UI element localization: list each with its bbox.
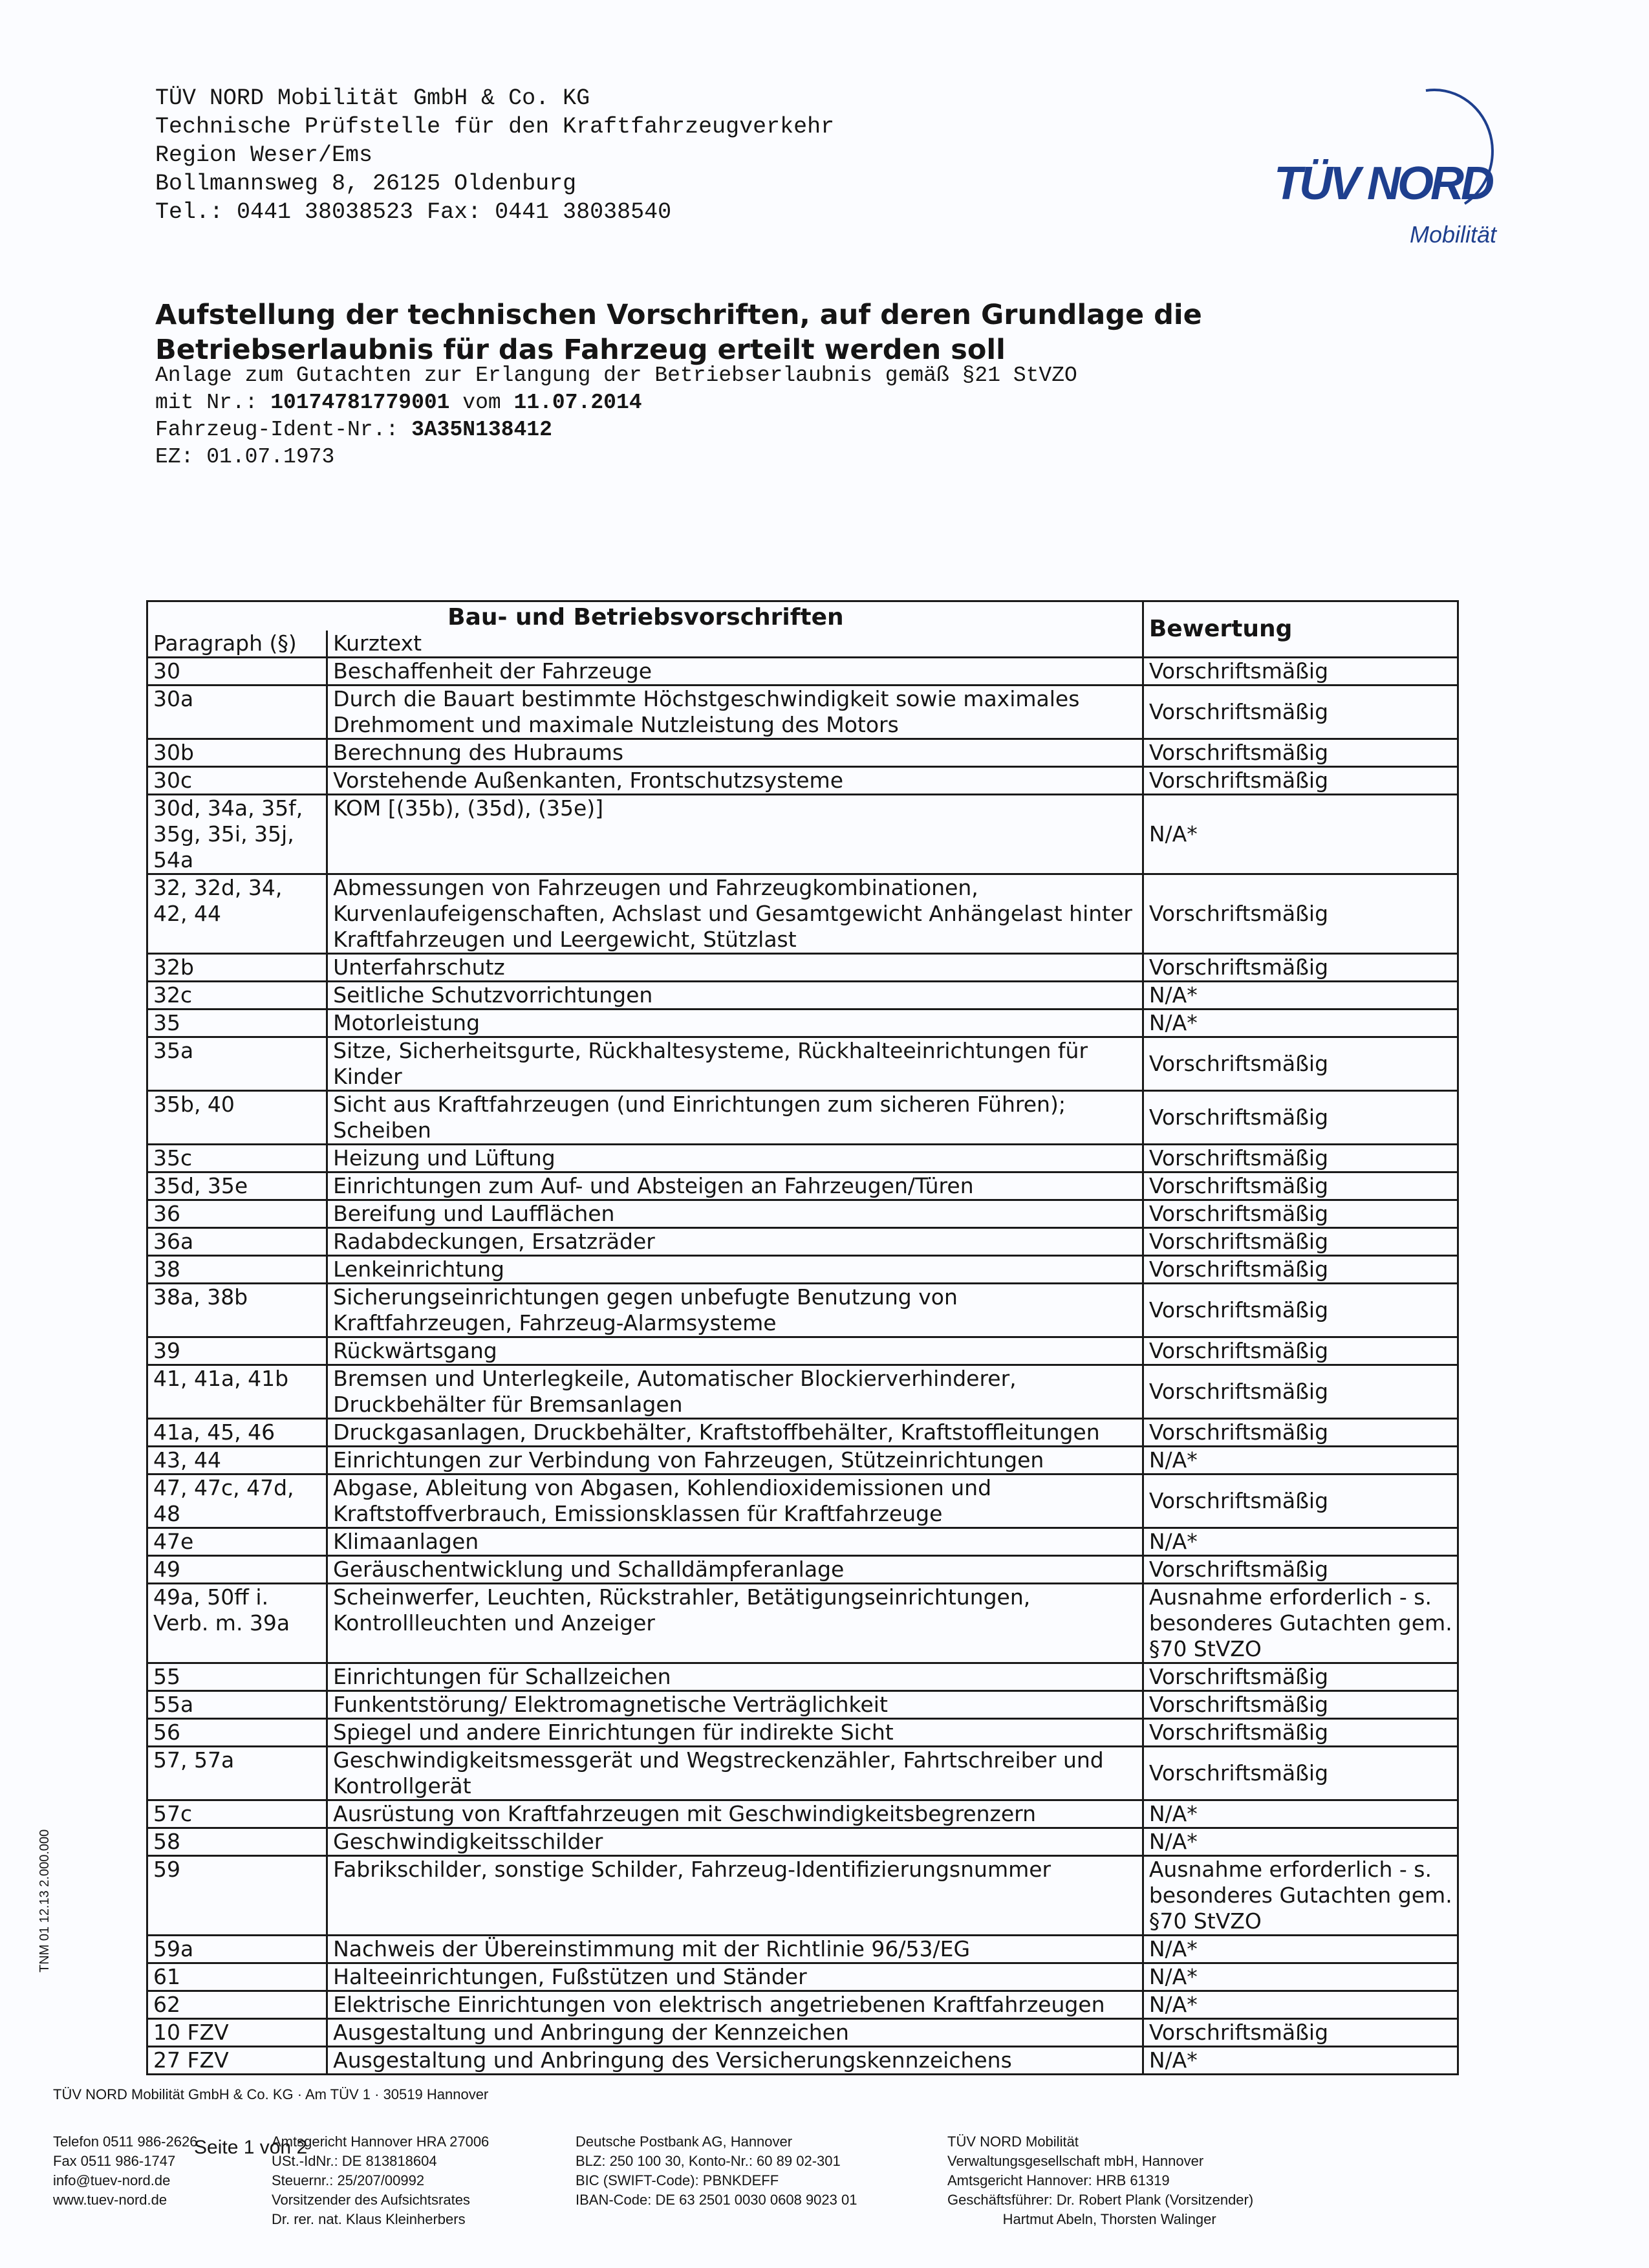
row-paragraph: 41, 41a, 41b [147,1365,327,1419]
row-paragraph: 30b [147,739,327,767]
table-row [147,1037,1458,1091]
footer-line: Hartmut Abeln, Thorsten Walinger [947,2211,1216,2227]
page-number: Seite 1 von 2 [194,2137,308,2158]
row-kurztext: Halteeinrichtungen, Fußstützen und Ständer [327,1963,1143,1991]
footer-line: Geschäftsführer: Dr. Robert Plank (Vorsitzender) [947,2192,1254,2208]
row-paragraph: 62 [147,1991,327,2019]
row-paragraph: 32c [147,982,327,1010]
table-row [147,1419,1458,1447]
table-row [147,1447,1458,1474]
row-kurztext: Geschwindigkeitsschilder [327,1828,1143,1856]
footer-bank [576,2132,857,2210]
row-bewertung: Vorschriftsmäßig [1143,658,1458,686]
row-bewertung: Vorschriftsmäßig [1143,1419,1458,1447]
row-paragraph: 38 [147,1256,327,1284]
footer-contact [53,2132,197,2210]
address-line: Bollmannsweg 8, 26125 Oldenburg [155,171,577,197]
table-row [147,1256,1458,1284]
row-kurztext: Radabdeckungen, Ersatzräder [327,1228,1143,1256]
table-row [147,1172,1458,1200]
footer-line: info@tuev-nord.de [53,2172,171,2188]
table-row [147,1528,1458,1556]
row-paragraph: 35d, 35e [147,1172,327,1200]
row-kurztext: Vorstehende Außenkanten, Frontschutzsysteme [327,767,1143,795]
header-main: Bau- und Betriebsvorschriften [147,601,1143,631]
row-paragraph: 39 [147,1337,327,1365]
row-paragraph: 59 [147,1856,327,1936]
table-row [147,1856,1458,1936]
vin-label: Fahrzeug-Ident-Nr.: [155,418,412,442]
table-row [147,2047,1458,2075]
table-header-row [147,601,1458,631]
table-row [147,1936,1458,1963]
table-row [147,982,1458,1010]
row-bewertung: Ausnahme erforderlich - s. besonderes Gutachten gem. §70 StVZO [1143,1856,1458,1936]
title-line: Betriebserlaubnis für das Fahrzeug erteilt werden soll [155,334,1006,366]
first-registration: EZ: 01.07.1973 [155,445,335,469]
document-title [155,297,1202,367]
row-paragraph: 49a, 50ff i. Verb. m. 39a [147,1584,327,1663]
row-bewertung: Vorschriftsmäßig [1143,1747,1458,1800]
row-paragraph: 30 [147,658,327,686]
row-paragraph: 55 [147,1663,327,1691]
row-kurztext: Unterfahrschutz [327,954,1143,982]
address-line: TÜV NORD Mobilität GmbH & Co. KG [155,85,590,111]
row-paragraph: 36 [147,1200,327,1228]
row-bewertung: Ausnahme erforderlich - s. besonderes Gutachten gem. §70 StVZO [1143,1584,1458,1663]
row-bewertung: N/A* [1143,1447,1458,1474]
row-kurztext: Durch die Bauart bestimmte Höchstgeschwindigkeit sowie maximales Drehmoment und maximale Nutzleistung des Motors [327,686,1143,739]
footer-line: IBAN-Code: DE 63 2501 0030 0608 9023 01 [576,2192,857,2208]
row-bewertung: Vorschriftsmäßig [1143,874,1458,954]
row-kurztext: Sitze, Sicherheitsgurte, Rückhaltesysteme, Rückhalteeinrichtungen für Kinder [327,1037,1143,1091]
row-kurztext: Rückwärtsgang [327,1337,1143,1365]
table-row [147,1663,1458,1691]
row-bewertung: N/A* [1143,1963,1458,1991]
table-row [147,1991,1458,2019]
footer-line: BIC (SWIFT-Code): PBNKDEFF [576,2172,779,2188]
vin-line [155,416,1077,444]
row-bewertung: Vorschriftsmäßig [1143,1691,1458,1719]
vin-value: 3A35N138412 [411,418,552,442]
anlage-line: Anlage zum Gutachten zur Erlangung der Betriebserlaubnis gemäß §21 StVZO [155,363,1077,387]
table-row [147,1719,1458,1747]
footer-line: USt.-IdNr.: DE 813818604 [272,2153,437,2169]
row-bewertung: N/A* [1143,2047,1458,2075]
footer-registry [272,2132,489,2229]
row-kurztext: Bremsen und Unterlegkeile, Automatischer Blockierverhinderer, Druckbehälter für Bremsanlagen [327,1365,1143,1419]
row-kurztext: KOM [(35b), (35d), (35e)] [327,795,1143,874]
table-row [147,658,1458,686]
header-paragraph: Paragraph (§) [147,631,327,658]
row-paragraph: 47, 47c, 47d, 48 [147,1474,327,1528]
row-paragraph: 35c [147,1145,327,1172]
address-line: Region Weser/Ems [155,142,373,168]
row-paragraph: 59a [147,1936,327,1963]
footer-line: Verwaltungsgesellschaft mbH, Hannover [947,2153,1204,2169]
address-line: Technische Prüfstelle für den Kraftfahrzeugverkehr [155,114,835,140]
footer-line: TÜV NORD Mobilität [947,2133,1079,2150]
row-kurztext: Beschaffenheit der Fahrzeuge [327,658,1143,686]
row-kurztext: Nachweis der Übereinstimmung mit der Richtlinie 96/53/EG [327,1936,1143,1963]
row-bewertung: Vorschriftsmäßig [1143,1284,1458,1337]
row-paragraph: 35 [147,1010,327,1037]
row-paragraph: 61 [147,1963,327,1991]
row-kurztext: Spiegel und andere Einrichtungen für indirekte Sicht [327,1719,1143,1747]
row-paragraph: 57c [147,1800,327,1828]
footer-line: Dr. rer. nat. Klaus Kleinherbers [272,2211,466,2227]
table-row [147,1828,1458,1856]
row-bewertung: N/A* [1143,1528,1458,1556]
row-bewertung: Vorschriftsmäßig [1143,1200,1458,1228]
table-row [147,954,1458,982]
row-bewertung: Vorschriftsmäßig [1143,1719,1458,1747]
row-paragraph: 56 [147,1719,327,1747]
table-row [147,1337,1458,1365]
date-label: vom [449,391,514,415]
header-bewertung: Bewertung [1143,601,1458,658]
title-line: Aufstellung der technischen Vorschriften, auf deren Grundlage die [155,299,1202,331]
row-kurztext: Ausgestaltung und Anbringung des Versicherungskennzeichens [327,2047,1143,2075]
row-kurztext: Lenkeinrichtung [327,1256,1143,1284]
row-paragraph: 57, 57a [147,1747,327,1800]
row-bewertung: N/A* [1143,1991,1458,2019]
row-kurztext: Seitliche Schutzvorrichtungen [327,982,1143,1010]
tuev-nord-logo [1274,78,1558,259]
row-bewertung: Vorschriftsmäßig [1143,1256,1458,1284]
row-bewertung: Vorschriftsmäßig [1143,1145,1458,1172]
row-kurztext: Druckgasanlagen, Druckbehälter, Kraftstoffbehälter, Kraftstoffleitungen [327,1419,1143,1447]
row-bewertung: Vorschriftsmäßig [1143,739,1458,767]
footer-line: Amtsgericht Hannover HRA 27006 [272,2133,490,2150]
row-bewertung: N/A* [1143,1010,1458,1037]
table-row [147,1365,1458,1419]
footer-line: Fax 0511 986-1747 [53,2153,176,2169]
row-paragraph: 35a [147,1037,327,1091]
table-row [147,1200,1458,1228]
row-paragraph: 35b, 40 [147,1091,327,1145]
table-row [147,1800,1458,1828]
row-paragraph: 43, 44 [147,1447,327,1474]
row-bewertung: Vorschriftsmäßig [1143,1365,1458,1419]
header-kurztext: Kurztext [327,631,1143,658]
row-kurztext: Einrichtungen für Schallzeichen [327,1663,1143,1691]
row-bewertung: Vorschriftsmäßig [1143,1228,1458,1256]
footer-company: TÜV NORD Mobilität GmbH & Co. KG · Am TÜV 1 · 30519 Hannover [53,2086,489,2102]
row-paragraph: 10 FZV [147,2019,327,2047]
row-kurztext: Ausgestaltung und Anbringung der Kennzeichen [327,2019,1143,2047]
table-row [147,767,1458,795]
table-row [147,1747,1458,1800]
row-bewertung: Vorschriftsmäßig [1143,1474,1458,1528]
table-row [147,1284,1458,1337]
table-row [147,1145,1458,1172]
row-bewertung: Vorschriftsmäßig [1143,1337,1458,1365]
table-row [147,1091,1458,1145]
footer-management [947,2132,1253,2229]
table-row [147,1691,1458,1719]
row-kurztext: Geschwindigkeitsmessgerät und Wegstreckenzähler, Fahrtschreiber und Kontrollgerät [327,1747,1143,1800]
row-kurztext: Ausrüstung von Kraftfahrzeugen mit Geschwindigkeitsbegrenzern [327,1800,1143,1828]
table-row [147,874,1458,954]
row-kurztext: Klimaanlagen [327,1528,1143,1556]
row-paragraph: 30a [147,686,327,739]
form-code: TNM 01 12.13 2.000.000 [38,1829,52,1972]
row-paragraph: 36a [147,1228,327,1256]
row-kurztext: Fabrikschilder, sonstige Schilder, Fahrzeug-Identifizierungsnummer [327,1856,1143,1936]
row-bewertung: Vorschriftsmäßig [1143,954,1458,982]
row-bewertung: N/A* [1143,795,1458,874]
regulations-table [146,600,1459,2075]
row-kurztext: Geräuschentwicklung und Schalldämpferanlage [327,1556,1143,1584]
row-paragraph: 58 [147,1828,327,1856]
report-number-line [155,389,1077,416]
row-kurztext: Einrichtungen zum Auf- und Absteigen an Fahrzeugen/Türen [327,1172,1143,1200]
document-meta [155,362,1077,471]
row-kurztext: Heizung und Lüftung [327,1145,1143,1172]
footer-line: Amtsgericht Hannover: HRB 61319 [947,2172,1170,2188]
row-kurztext: Abmessungen von Fahrzeugen und Fahrzeugkombinationen, Kurvenlaufeigenschaften, Achslast und Gesamtgewicht Anhängelast hinter Kraftfahrzeugen und Leergewicht, Stützlast [327,874,1143,954]
row-paragraph: 32, 32d, 34, 42, 44 [147,874,327,954]
table-row [147,686,1458,739]
nr-label: mit Nr.: [155,391,271,415]
footer-line: Deutsche Postbank AG, Hannover [576,2133,793,2150]
row-paragraph: 30d, 34a, 35f, 35g, 35i, 35j, 54a [147,795,327,874]
table-row [147,739,1458,767]
row-paragraph: 30c [147,767,327,795]
row-bewertung: N/A* [1143,1936,1458,1963]
report-date: 11.07.2014 [513,391,642,415]
table-row [147,1010,1458,1037]
row-kurztext: Funkentstörung/ Elektromagnetische Verträglichkeit [327,1691,1143,1719]
footer-line: Steuernr.: 25/207/00992 [272,2172,425,2188]
footer-line: Vorsitzender des Aufsichtsrates [272,2192,470,2208]
table-row [147,1584,1458,1663]
row-bewertung: N/A* [1143,982,1458,1010]
table-row [147,795,1458,874]
footer-line: www.tuev-nord.de [53,2192,167,2208]
row-kurztext: Sicht aus Kraftfahrzeugen (und Einrichtungen zum sicheren Führen); Scheiben [327,1091,1143,1145]
report-number: 10174781779001 [270,391,450,415]
table-row [147,1474,1458,1528]
row-bewertung: Vorschriftsmäßig [1143,1556,1458,1584]
row-paragraph: 47e [147,1528,327,1556]
row-bewertung: Vorschriftsmäßig [1143,2019,1458,2047]
logo-wordmark: TÜV NORD [1274,158,1491,210]
table-row [147,1228,1458,1256]
footer-line: Telefon 0511 986-2626 [53,2133,198,2150]
address-line: Tel.: 0441 38038523 Fax: 0441 38038540 [155,199,672,225]
row-paragraph: 55a [147,1691,327,1719]
row-bewertung: Vorschriftsmäßig [1143,686,1458,739]
row-paragraph: 38a, 38b [147,1284,327,1337]
row-bewertung: Vorschriftsmäßig [1143,1172,1458,1200]
logo-subtitle: Mobilität [1410,221,1497,248]
row-kurztext: Elektrische Einrichtungen von elektrisch angetriebenen Kraftfahrzeugen [327,1991,1143,2019]
row-bewertung: N/A* [1143,1800,1458,1828]
row-kurztext: Abgase, Ableitung von Abgasen, Kohlendioxidemissionen und Kraftstoffverbrauch, Emissionsklassen für Kraftfahrzeuge [327,1474,1143,1528]
row-bewertung: Vorschriftsmäßig [1143,767,1458,795]
footer-line: BLZ: 250 100 30, Konto-Nr.: 60 89 02-301 [576,2153,841,2169]
row-bewertung: Vorschriftsmäßig [1143,1091,1458,1145]
row-bewertung: Vorschriftsmäßig [1143,1663,1458,1691]
row-bewertung: N/A* [1143,1828,1458,1856]
row-kurztext: Berechnung des Hubraums [327,739,1143,767]
row-paragraph: 32b [147,954,327,982]
row-kurztext: Motorleistung [327,1010,1143,1037]
row-paragraph: 27 FZV [147,2047,327,2075]
table-row [147,2019,1458,2047]
issuer-address [155,84,834,226]
row-kurztext: Scheinwerfer, Leuchten, Rückstrahler, Betätigungseinrichtungen, Kontrollleuchten und Anzeiger [327,1584,1143,1663]
row-bewertung: Vorschriftsmäßig [1143,1037,1458,1091]
row-kurztext: Sicherungseinrichtungen gegen unbefugte Benutzung von Kraftfahrzeugen, Fahrzeug-Alarmsysteme [327,1284,1143,1337]
row-kurztext: Einrichtungen zur Verbindung von Fahrzeugen, Stützeinrichtungen [327,1447,1143,1474]
row-paragraph: 41a, 45, 46 [147,1419,327,1447]
table-row [147,1556,1458,1584]
table-row [147,1963,1458,1991]
row-paragraph: 49 [147,1556,327,1584]
row-kurztext: Bereifung und Laufflächen [327,1200,1143,1228]
